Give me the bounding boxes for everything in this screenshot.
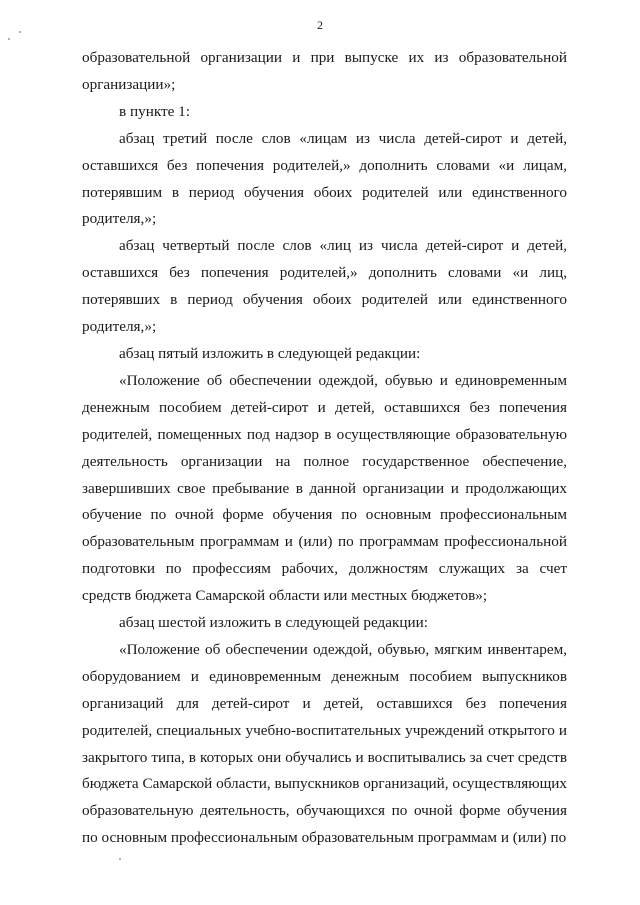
paragraph-sixth-intro: абзац шестой изложить в следующей редакции:	[119, 614, 428, 632]
paragraph-continuation: образовательной организации и при выпуске их из образовательной организации»;	[82, 49, 567, 93]
document-body	[82, 45, 567, 852]
paragraph-third: абзац третий после слов «лицам из числа детей-сирот и детей, оставшихся без попечения родителей,» дополнить словами «и лицам, потерявшим в период обучения обоих родителей или единственного родителя,»;	[82, 129, 567, 228]
scan-speck	[8, 38, 10, 40]
page-number: 2	[317, 18, 323, 32]
paragraph-sixth-text: «Положение об обеспечении одеждой, обувью, мягким инвентарем, оборудованием и единовременным денежным пособием выпускников организаций для детей-сирот и детей, оставшихся без попечения родителей, специальных учебно-воспитательных учреждений открытого и закрытого типа, в которых они обучались и воспитывались за счет средств бюджета Самарской области, выпускников организаций, осуществляющих образовательную деятельность, обучающихся по очной форме обучения по основным профессиональным образовательным программам и (или) по	[82, 640, 567, 847]
paragraph-item-intro: в пункте 1:	[119, 102, 190, 120]
scan-speck	[19, 31, 21, 33]
paragraph-fifth-intro: абзац пятый изложить в следующей редакции:	[119, 344, 421, 362]
paragraph-fifth-text: «Положение об обеспечении одеждой, обувью и единовременным денежным пособием детей-сирот и детей, оставшихся без попечения родителей, помещенных под надзор в осуществляющие образовательную деятельность организации на полное государственное обеспечение, завершивших свое пребывание в данной организации и продолжающих обучение по очной форме обучения по основным профессиональным образовательным программам и (или) по программам профессиональной подготовки по профессиям рабочих, должностям служащих за счет средств бюджета Самарской области или местных бюджетов»;	[82, 371, 567, 605]
scan-speck	[119, 858, 121, 860]
paragraph-fourth: абзац четвертый после слов «лиц из числа детей-сирот и детей, оставшихся без попечения родителей,» дополнить словами «и лиц, потерявших в период обучения обоих родителей или единственного родителя,»;	[82, 237, 567, 336]
